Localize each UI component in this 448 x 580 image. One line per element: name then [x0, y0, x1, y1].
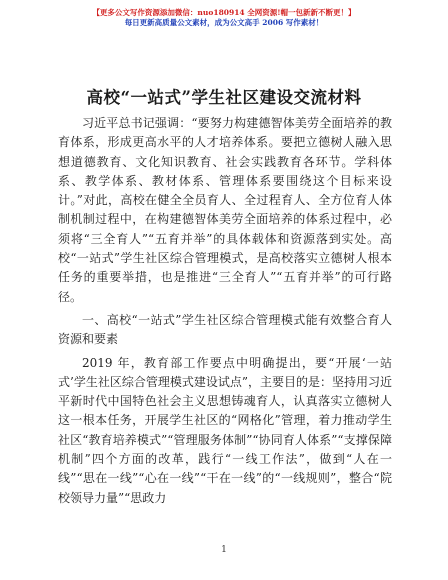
section-heading-1: 一、高校“一站式”学生社区综合管理模式能有效整合育人资源和要素 — [58, 312, 392, 347]
promo-line-2: 每日更新高质量公文素材，成为公文高手 2006 写作素材！ — [124, 18, 324, 27]
page-number: 1 — [221, 545, 227, 555]
document-title: 高校“一站式”学生社区建设交流材料 — [86, 88, 362, 107]
document-body — [58, 114, 392, 508]
body-paragraph-intro: 习近平总书记强调：“要努力构建德智体美劳全面培养的教育体系，形成更高水平的人才培养体系。要把立德树人融入思想道德教育、文化知识教育、社会实践教育各环节。学科体系、教学体系、教材体系、管理体系要围绕这个目标来设计。”对此，高校在健全全员育人、全过程育人、全方位育人体制机制过程中，在构建德智体美劳全面培养的体系过程中，必须将“三全育人”“五育并举”的具体载体和资源落到实处。高校“一站式”学生社区综合管理模式，是高校落实立德树人根本任务的重要举措，也是推进“三全育人”“五育并举”的可行路径。 — [58, 116, 392, 304]
promo-banner — [0, 8, 448, 28]
body-paragraph-2019: 2019 年，教育部工作要点中明确提出，要“开展‘一站式’学生社区综合管理模式建设试点”，主要目的是：坚持用习近平新时代中国特色社会主义思想铸魂育人，认真落实立德树人这一根本任务，开展学生社区的“网格化”管理，着力推动学生社区“教育培养模式”“管理服务体制”“协同育人体系”“支撑保障机制”四个方面的改革，践行“一线工作法”，做到“人在一线”“思在一线”“心在一线”“干在一线”的“一线规则”，整合“院校领导力量”“思政力 — [58, 355, 392, 505]
promo-line-1: 【更多公文写作资源添加微信：nuo180914 全网资源!帽一包新新不断更！】 — [92, 8, 356, 17]
